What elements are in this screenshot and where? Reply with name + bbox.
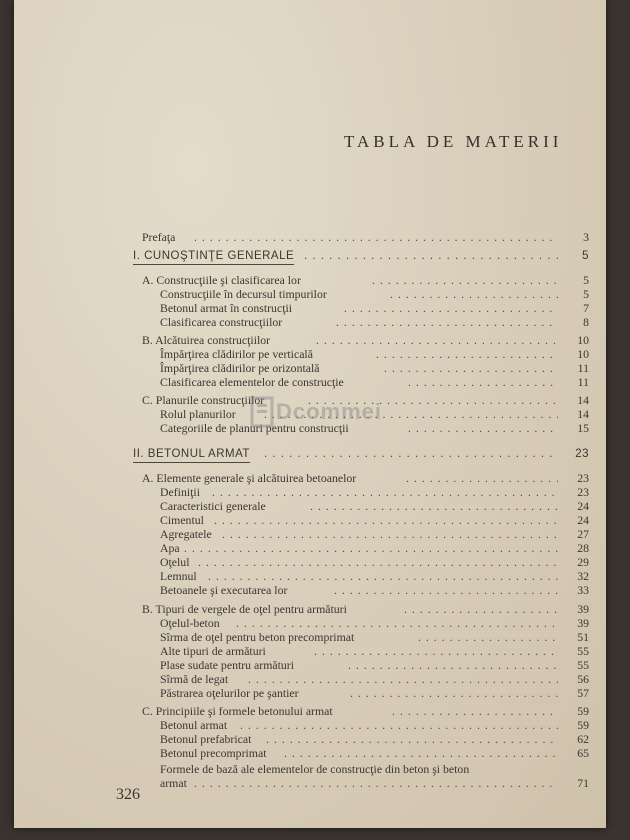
toc-entry-page: 10 xyxy=(577,347,589,361)
toc-entry-page: 14 xyxy=(577,407,589,421)
toc-entry-text: Clasificarea construcţiilor xyxy=(160,315,283,329)
toc-entry-page: 5 xyxy=(583,287,589,301)
toc-entry-page: 23 xyxy=(577,485,589,499)
toc-entry-text: C. Planurile construcţiilor xyxy=(142,393,265,407)
toc-entry-page: 51 xyxy=(577,630,589,644)
toc-entry xyxy=(14,361,606,376)
leader-dots xyxy=(316,333,558,348)
toc-entry xyxy=(14,630,606,645)
toc-entry-text: Rolul planurilor xyxy=(160,407,236,421)
leader-dots xyxy=(392,704,558,719)
leader-dots xyxy=(240,718,558,733)
leader-dots xyxy=(376,347,558,362)
leader-dots xyxy=(408,375,558,390)
toc-entry-text: Caracteristici generale xyxy=(160,499,266,513)
toc-entry xyxy=(14,616,606,631)
toc-entry-page: 57 xyxy=(577,686,589,700)
toc-entry-page: 8 xyxy=(583,315,589,329)
toc-entry xyxy=(14,315,606,330)
leader-dots xyxy=(222,527,558,542)
toc-entry xyxy=(14,644,606,659)
toc-entry-text: Clasificarea elementelor de construcţie xyxy=(160,375,344,389)
toc-entry-page: 71 xyxy=(577,776,589,790)
page-number: 326 xyxy=(116,786,140,803)
toc-entry-page: 59 xyxy=(577,704,589,718)
toc-title: TABLA DE MATERII xyxy=(344,132,563,151)
toc-entry-text: armat xyxy=(160,776,187,790)
toc-entry xyxy=(14,347,606,362)
leader-dots xyxy=(194,776,558,791)
toc-section xyxy=(14,273,606,288)
toc-entry-text: B. Tipuri de vergele de oţel pentru armături xyxy=(142,602,347,616)
toc-entry-text: Categoriile de planuri pentru construcţii xyxy=(160,421,349,435)
watermark-logo xyxy=(250,396,400,438)
leader-dots xyxy=(404,602,558,617)
toc-entry-page: 32 xyxy=(577,569,589,583)
toc-entry xyxy=(14,762,606,777)
toc-entry xyxy=(14,555,606,570)
toc-entry xyxy=(14,732,606,747)
leader-dots xyxy=(198,555,558,570)
toc-entry-text: Apa xyxy=(160,541,180,555)
toc-entry-text: Betoanele şi executarea lor xyxy=(160,583,288,597)
toc-entry-page: 23 xyxy=(575,448,589,460)
toc-entry-page: 15 xyxy=(577,421,589,435)
toc-entry-text: Sîrma de oţel pentru beton precomprimat xyxy=(160,630,355,644)
leader-dots xyxy=(184,541,558,556)
toc-entry-text: I. CUNOŞTINŢE GENERALE xyxy=(133,249,294,265)
toc-entry-page: 56 xyxy=(577,672,589,686)
toc-entry-page: 29 xyxy=(577,555,589,569)
book-icon xyxy=(250,396,276,428)
toc-entry-text: Lemnul xyxy=(160,569,197,583)
toc-entry xyxy=(14,485,606,500)
toc-entry-text: B. Alcătuirea construcţiilor xyxy=(142,333,271,347)
toc-entry-text: Oţelul-beton xyxy=(160,616,220,630)
leader-dots xyxy=(284,746,558,761)
toc-entry-page: 5 xyxy=(582,250,589,262)
toc-entry-page: 62 xyxy=(577,732,589,746)
toc-entry-page: 3 xyxy=(583,230,589,244)
toc-entry-text: Construcţiile în decursul timpurilor xyxy=(160,287,327,301)
toc-entry xyxy=(14,375,606,390)
toc-entry-text: Alte tipuri de armături xyxy=(160,644,266,658)
toc-entry-page: 24 xyxy=(577,513,589,527)
leader-dots xyxy=(304,249,558,264)
book-page xyxy=(14,0,606,828)
watermark-text: Dcommei xyxy=(276,399,383,424)
toc-entry xyxy=(14,499,606,514)
leader-dots xyxy=(344,301,558,316)
toc-entry xyxy=(14,658,606,673)
leader-dots xyxy=(236,616,558,631)
toc-entry-page: 55 xyxy=(577,644,589,658)
toc-entry-text: Formele de bază ale elementelor de construcţie din beton şi beton xyxy=(160,762,470,776)
toc-entry-page: 27 xyxy=(577,527,589,541)
toc-entry-text: A. Elemente generale şi alcătuirea betoanelor xyxy=(142,471,357,485)
toc-entry xyxy=(14,776,606,791)
toc-entry-page: 24 xyxy=(577,499,589,513)
toc-entry xyxy=(14,569,606,584)
toc-entry xyxy=(14,541,606,556)
toc-entry-text: Cimentul xyxy=(160,513,204,527)
leader-dots xyxy=(372,273,558,288)
toc-entry-text: Împărţirea clădirilor pe verticală xyxy=(160,347,313,361)
toc-section xyxy=(14,333,606,348)
toc-entry xyxy=(14,527,606,542)
leader-dots xyxy=(264,447,558,462)
toc-chapter xyxy=(14,447,606,462)
toc-entry xyxy=(14,583,606,598)
toc-entry-text: Sîrmă de legat xyxy=(160,672,229,686)
toc-entry-page: 39 xyxy=(577,602,589,616)
toc-entry-page: 11 xyxy=(577,375,589,389)
toc-entry-page: 23 xyxy=(577,471,589,485)
toc-entry-text: Oţelul xyxy=(160,555,190,569)
leader-dots xyxy=(212,485,558,500)
toc-entry xyxy=(14,672,606,687)
leader-dots xyxy=(314,644,558,659)
toc-entry-text: Betonul armat în construcţii xyxy=(160,301,293,315)
toc-section xyxy=(14,704,606,719)
toc-entry xyxy=(14,513,606,528)
toc-entry-text: Agregatele xyxy=(160,527,212,541)
toc-entry xyxy=(14,230,606,245)
leader-dots xyxy=(208,569,558,584)
toc-entry-page: 39 xyxy=(577,616,589,630)
leader-dots xyxy=(194,230,558,245)
toc-entry-text: A. Construcţiile şi clasificarea lor xyxy=(142,273,301,287)
leader-dots xyxy=(350,686,558,701)
toc-entry-page: 65 xyxy=(577,746,589,760)
toc-entry-page: 59 xyxy=(577,718,589,732)
toc-entry xyxy=(14,718,606,733)
toc-entry-text: Betonul precomprimat xyxy=(160,746,267,760)
toc-entry-text: II. BETONUL ARMAT xyxy=(133,447,250,463)
leader-dots xyxy=(408,421,558,436)
leader-dots xyxy=(266,732,558,747)
toc-entry xyxy=(14,686,606,701)
toc-entry-page: 14 xyxy=(577,393,589,407)
toc-entry-text: Betonul prefabricat xyxy=(160,732,252,746)
leader-dots xyxy=(418,630,558,645)
toc-entry-page: 5 xyxy=(583,273,589,287)
toc-section xyxy=(14,471,606,486)
toc-entry-text: Împărţirea clădirilor pe orizontală xyxy=(160,361,320,375)
toc-entry-text: Plase sudate pentru armături xyxy=(160,658,294,672)
leader-dots xyxy=(214,513,558,528)
leader-dots xyxy=(348,658,558,673)
toc-entry xyxy=(14,287,606,302)
leader-dots xyxy=(248,672,558,687)
toc-entry-text: Prefaţa xyxy=(142,230,176,244)
toc-entry-page: 10 xyxy=(577,333,589,347)
leader-dots xyxy=(406,471,558,486)
toc-section xyxy=(14,602,606,617)
toc-chapter xyxy=(14,249,606,264)
toc-entry-page: 11 xyxy=(577,361,589,375)
toc-entry xyxy=(14,301,606,316)
toc-entry xyxy=(14,746,606,761)
leader-dots xyxy=(390,287,558,302)
toc-entry-text: Păstrarea oţelurilor pe şantier xyxy=(160,686,299,700)
toc-entry-page: 33 xyxy=(577,583,589,597)
leader-dots xyxy=(336,315,558,330)
toc-entry-page: 28 xyxy=(577,541,589,555)
leader-dots xyxy=(334,583,558,598)
leader-dots xyxy=(384,361,558,376)
toc-entry-text: C. Principiile şi formele betonului armat xyxy=(142,704,333,718)
toc-entry-page: 7 xyxy=(583,301,589,315)
toc-entry-text: Definiţii xyxy=(160,485,200,499)
toc-entry-text: Betonul armat xyxy=(160,718,228,732)
toc-entry-page: 55 xyxy=(577,658,589,672)
leader-dots xyxy=(310,499,558,514)
